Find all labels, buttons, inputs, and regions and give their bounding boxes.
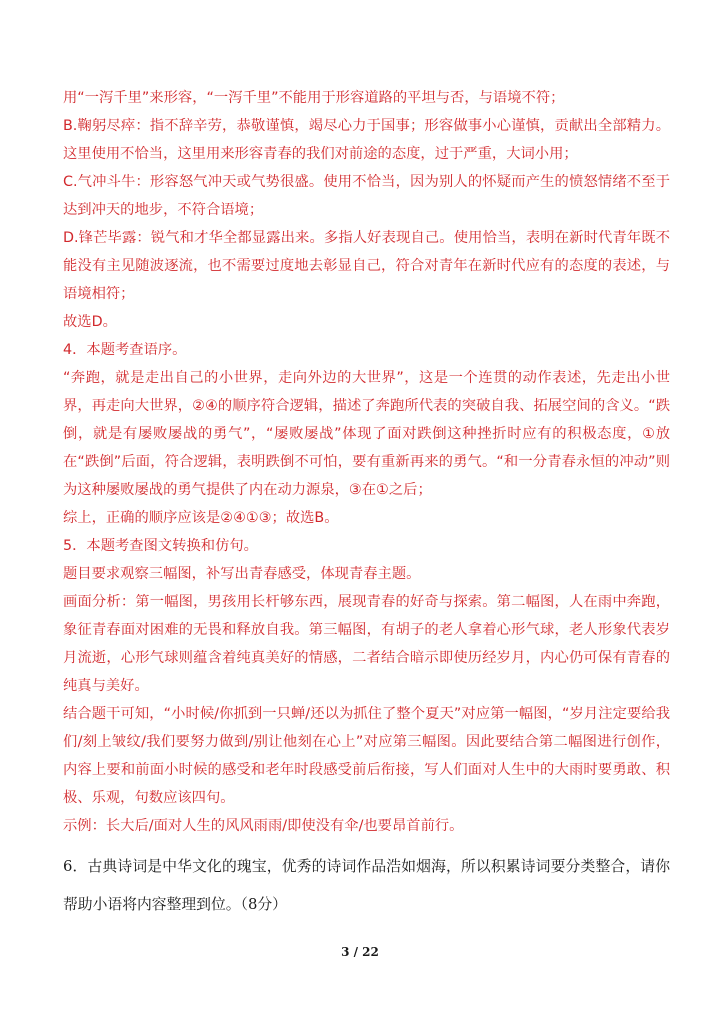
answer-explanation-block: [63, 84, 670, 840]
answer-option-d: D.锋芒毕露：锐气和才华全都显露出来。多指人好表现自己。使用恰当，表明在新时代青年既不能没有主见随波逐流，也不需要过度地去彰显自己，符合对青年在新时代应有的态度的表述，与语境相符；: [63, 230, 670, 302]
question-6: [63, 848, 670, 924]
answer-line-a-tail: 用“一泻千里”来形容，“一泻千里”不能用于形容道路的平坦与否，与语境不符；: [63, 90, 565, 106]
question-6-text: 6．古典诗词是中华文化的瑰宝，优秀的诗词作品浩如烟海，所以积累诗词要分类整合，请你帮助小语将内容整理到位。（8分）: [63, 858, 670, 913]
answer-5-requirement: 题目要求观察三幅图，补写出青春感受，体现青春主题。: [63, 566, 421, 582]
answer-4-conclusion: 综上，正确的顺序应该是②④①③；故选B。: [63, 510, 339, 526]
answer-option-c: C.气冲斗牛：形容怒气冲天或气势很盛。使用不恰当，因为别人的怀疑而产生的愤怒情绪不至于达到冲天的地步，不符合语境；: [63, 174, 670, 218]
answer-5-image-analysis: 画面分析：第一幅图，男孩用长杆够东西，展现青春的好奇与探索。第二幅图，人在雨中奔跑，象征青春面对困难的无畏和释放自我。第三幅图，有胡子的老人拿着心形气球，老人形象代表岁月流逝，心形气球则蕴含着纯真美好的情感，二者结合暗示即使历经岁月，内心仍可保有青春的纯真与美好。: [63, 594, 670, 694]
answer-choice-3: 故选D。: [63, 314, 117, 330]
answer-5-example: 示例：长大后/面对人生的风风雨雨/即使没有伞/也要昂首前行。: [63, 818, 464, 834]
answer-4-analysis: “奔跑，就是走出自己的小世界，走向外边的大世界”，这是一个连贯的动作表述，先走出小世界，再走向大世界，②④的顺序符合逻辑，描述了奔跑所代表的突破自我、拓展空间的含义。“跌倒，就是有屡败屡战的勇气”，“屡败屡战”体现了面对跌倒这种挫折时应有的积极态度，①放在“跌倒”后面，符合逻辑，表明跌倒不可怕，要有重新再来的勇气。“和一分青春永恒的冲动”则为这种屡败屡战的勇气提供了内在动力源泉，③在①之后；: [63, 370, 670, 498]
answer-heading-4: 4．本题考查语序。: [63, 342, 187, 358]
answer-heading-5: 5．本题考查图文转换和仿句。: [63, 538, 258, 554]
answer-option-b: B.鞠躬尽瘁：指不辞辛劳，恭敬谨慎，竭尽心力于国事；形容做事小心谨慎，贡献出全部精力。这里使用不恰当，这里用来形容青春的我们对前途的态度，过于严重，大词小用；: [63, 118, 670, 162]
page-number: 3 / 22: [341, 945, 379, 959]
answer-5-combination: 结合题干可知，“小时候/你抓到一只蝉/还以为抓住了整个夏天”对应第一幅图，“岁月注定要给我们/刻上皱纹/我们要努力做到/别让他刻在心上”对应第三幅图。因此要结合第二幅图进行创作，内容上要和前面小时候的感受和老年时段感受前后衔接，写人们面对人生中的大雨时要勇敢、积极、乐观，句数应该四句。: [63, 706, 670, 806]
